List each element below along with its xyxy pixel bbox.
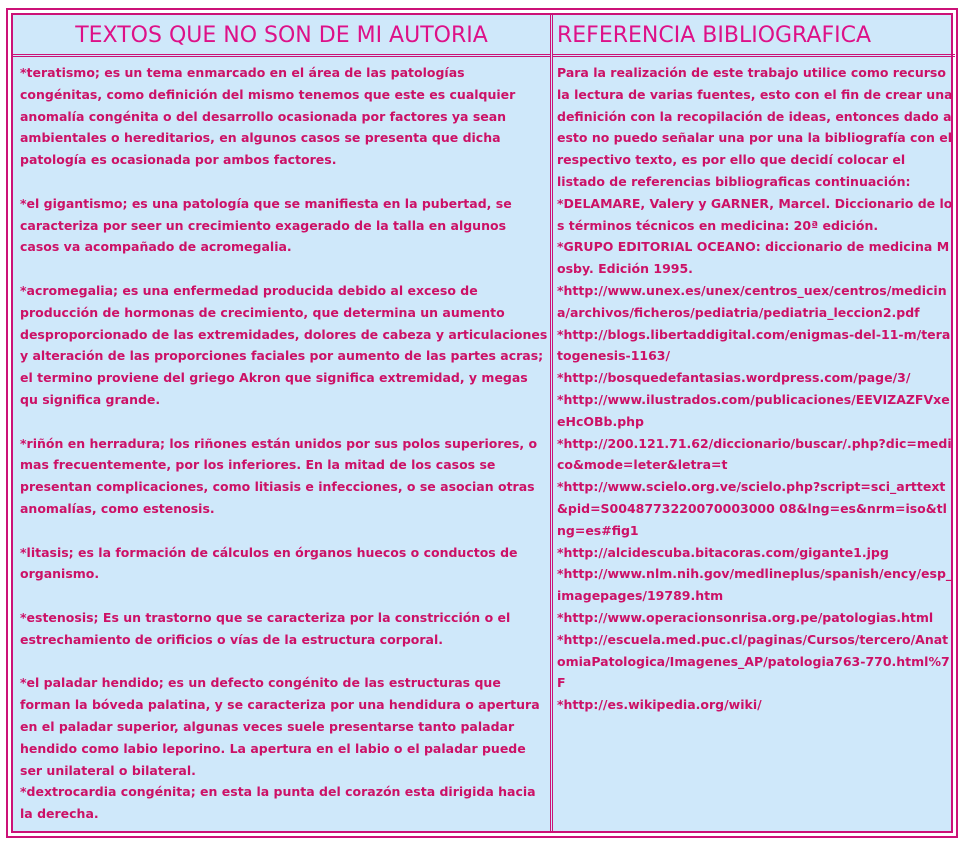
definition-gigantismo: *el gigantismo; es una patología que se manifiesta en la pubertad, se caracteriza por seer un crecimiento exagerado de la talla en algunos casos va acompañado de acromegalia. (20, 195, 512, 255)
column-divider (550, 15, 553, 831)
reference-link[interactable]: *http://www.nlm.nih.gov/medlineplus/spanish/ency/esp_imagepages/19789.htm (557, 566, 953, 604)
reference-link[interactable]: *http://bosquedefantasias.wordpress.com/page/3/ (557, 370, 911, 386)
table-frame (6, 8, 958, 838)
header-right: REFERENCIA BIBLIOGRAFICA (553, 15, 955, 57)
references-column (557, 62, 953, 827)
definition-rinon-herradura: *riñón en herradura; los riñones están unidos por sus polos superiores, o mas frecuentemente, por los inferiores. En la mitad de los casos se presentan complicaciones, como litiasis e infecciones, o se asocian otras anomalías, como estenosis. (20, 435, 538, 516)
reference-item: *DELAMARE, Valery y GARNER, Marcel. Diccionario de los términos técnicos en medicina: 20ª edición. (557, 195, 953, 233)
references-intro: Para la realización de este trabajo utilice como recurso la lectura de varias fuentes, esto con el fin de crear una definición con la recopilación de ideas, entonces dado a esto no puedo señalar una por una la bibliografía con el respectivo texto, es por ello que decidí colocar el listado de referencias bibliograficas continuación: (557, 65, 953, 189)
table-inner (11, 13, 953, 833)
definition-paladar-hendido: *el paladar hendido; es un defecto congénito de las estructuras que forman la bóveda palatina, y se caracteriza por una hendidura o apertura en el paladar superior, algunas veces suele presentarse tanto paladar hendido como labio leporino. La apertura en el labio o el paladar puede ser unilateral o bilateral. (20, 675, 540, 778)
reference-link[interactable]: *http://es.wikipedia.org/wiki/ (557, 697, 762, 713)
reference-item: *GRUPO EDITORIAL OCEANO: diccionario de medicina Mosby. Edición 1995. (557, 239, 950, 277)
definition-litiasis: *litasis; es la formación de cálculos en órganos huecos o conductos de organismo. (20, 544, 518, 582)
reference-link[interactable]: *http://www.ilustrados.com/publicaciones/EEVIZAZFVxeeHcOBb.php (557, 391, 950, 429)
reference-link[interactable]: *http://www.scielo.org.ve/scielo.php?script=sci_arttext&pid=S0048773220070003000 08&lng=es&nrm=iso&tlng=es#fig1 (557, 479, 947, 538)
definition-teratismo: *teratismo; es un tema enmarcado en el área de las patologías congénitas, como definición del mismo tenemos que este es cualquier anomalía congénita o del desarrollo ocasionada por factores ya sean ambientales o hereditarios, en algunos casos se presenta que dicha patología es ocasionada por ambos factores. (20, 65, 516, 168)
reference-link[interactable]: *http://200.121.71.62/diccionario/buscar/.php?dic=medico&mode=leter&letra=t (557, 435, 952, 473)
reference-link[interactable]: *http://alcidescuba.bitacoras.com/gigante1.jpg (557, 544, 889, 560)
definitions-column (20, 62, 548, 827)
definition-estenosis: *estenosis; Es un trastorno que se caracteriza por la constricción o el estrechamiento de orificios o vías de la estructura corporal. (20, 609, 511, 647)
definition-acromegalia: *acromegalia; es una enfermedad producida debido al exceso de producción de hormonas de crecimiento, que determina un aumento desproporcionado de las extremidades, dolores de cabeza y articulaciones y alteración de las proporciones faciales por aumento de las partes acras; el termino proviene del griego Akron que significa extremidad, y megas qu significa grande. (20, 282, 548, 407)
reference-link[interactable]: *http://blogs.libertaddigital.com/enigmas-del-11-m/teratogenesis-1163/ (557, 326, 951, 364)
definition-dextrocardia: *dextrocardia congénita; en esta la punta del corazón esta dirigida hacia la derecha. (20, 784, 536, 822)
reference-link[interactable]: *http://www.operacionsonrisa.org.pe/patologias.html (557, 609, 934, 625)
reference-link[interactable]: *http://www.unex.es/unex/centros_uex/centros/medicina/archivos/ficheros/pediatria/pediatria_leccion2.pdf (557, 282, 947, 320)
reference-link[interactable]: *http://escuela.med.puc.cl/paginas/Cursos/tercero/AnatomiaPatologica/Imagenes_AP/patologia763-770.html%7F (557, 631, 950, 691)
header-left: TEXTOS QUE NO SON DE MI AUTORIA (13, 15, 550, 57)
